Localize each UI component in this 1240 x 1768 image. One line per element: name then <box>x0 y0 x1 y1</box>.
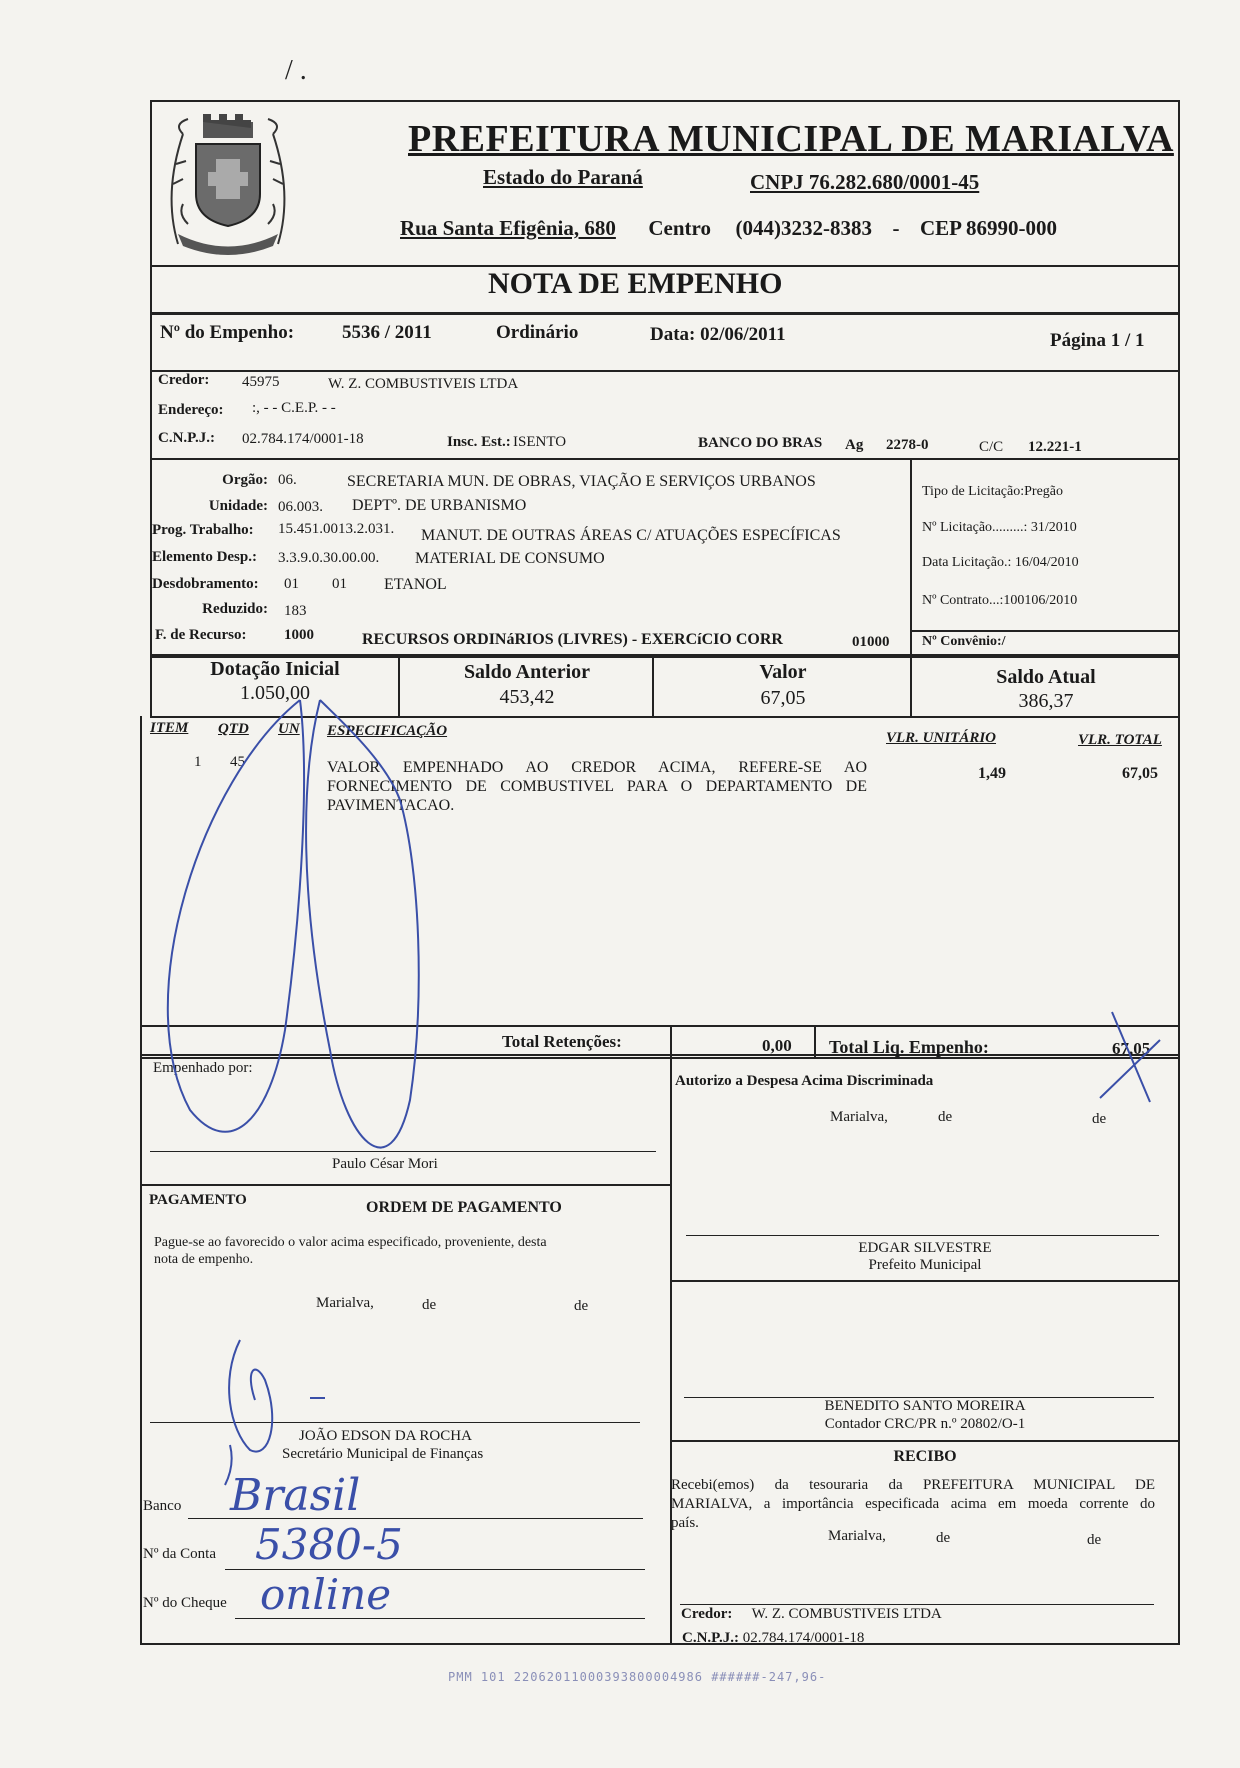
desdobramento-label: Desdobramento: <box>152 576 259 592</box>
recibo-cnpj-label: C.N.P.J.: <box>682 1630 739 1646</box>
cnpj-label: C.N.P.J.: <box>158 430 215 446</box>
retencoes-value: 0,00 <box>762 1036 792 1055</box>
col-total-value: VLR. TOTAL <box>1078 732 1162 748</box>
empenhado-label: Empenhado por: <box>153 1060 253 1076</box>
credor-code: 45975 <box>242 374 280 390</box>
doc-title: NOTA DE EMPENHO <box>488 267 783 300</box>
empenho-type: Ordinário <box>496 322 579 343</box>
retencoes-label: Total Retenções: <box>502 1032 622 1051</box>
elemento-code: 3.3.9.0.30.00.00. <box>278 550 380 566</box>
lower-divider <box>670 1057 672 1645</box>
prog-label: Prog. Trabalho: <box>152 522 254 538</box>
row-item: 1 <box>194 754 202 770</box>
row-spec-line2: FORNECIMENTO DE COMBUSTIVEL PARA O DEPARTAMENTO DE <box>327 778 867 795</box>
reduzido-label: Reduzido: <box>202 601 268 617</box>
contador-top <box>670 1280 1180 1282</box>
convenio-divider <box>910 630 1180 632</box>
fonte-name: RECURSOS ORDINáRIOS (LIVRES) - EXERCíCIO CORR <box>362 631 783 648</box>
autorizo-city: Marialva, <box>830 1109 888 1125</box>
recibo-cnpj-value: 02.784.174/0001-18 <box>742 1630 865 1646</box>
pagamento-text <box>154 1234 547 1268</box>
insc-label: Insc. Est.: <box>447 434 511 450</box>
col-unit-value: VLR. UNITÁRIO <box>886 730 997 746</box>
cep: CEP 86990-000 <box>919 216 1058 240</box>
cheque-handwritten: online <box>260 1570 392 1619</box>
prog-name: MANUT. DE OUTRAS ÁREAS C/ ATUAÇÕES ESPECÍFICAS <box>421 527 841 544</box>
orgao-name: SECRETARIA MUN. DE OBRAS, VIAÇÃO E SERVIÇOS URBANOS <box>347 473 816 490</box>
conta-label: Nº da Conta <box>143 1546 216 1562</box>
prefeito-role: Prefeito Municipal <box>868 1257 982 1273</box>
page-title: PREFEITURA MUNICIPAL DE MARIALVA <box>408 118 1174 160</box>
pagamento-top <box>140 1184 670 1186</box>
contador-role: Contador CRC/PR n.º 20802/O-1 <box>824 1416 1026 1432</box>
address-value: :, - - C.E.P. - - <box>252 400 336 416</box>
pagamento-de2: de <box>574 1298 589 1314</box>
header-cnpj: CNPJ 76.282.680/0001-45 <box>750 170 980 194</box>
credor-label: Credor: <box>158 372 210 388</box>
dotacao-label: Dotação Inicial <box>210 658 340 680</box>
col-item: ITEM <box>150 720 189 736</box>
bank-name: BANCO DO BRAS <box>698 435 823 451</box>
fonte-number: 01000 <box>852 634 890 650</box>
recibo-top <box>670 1440 1180 1442</box>
ordem-pagamento: ORDEM DE PAGAMENTO <box>366 1199 562 1216</box>
autorizo-de1: de <box>938 1109 953 1125</box>
row-spec <box>327 758 867 815</box>
secretario-name: JOÃO EDSON DA ROCHA <box>299 1428 472 1444</box>
licitacao-num: Nº Licitação.........: 31/2010 <box>922 520 1077 535</box>
recibo-title: RECIBO <box>893 1448 957 1465</box>
convenio: Nº Convênio:/ <box>922 634 1006 649</box>
state-name: Estado do Paraná <box>483 165 643 189</box>
pagamento-text-line2: nota de empenho. <box>154 1252 254 1267</box>
address-label: Endereço: <box>158 402 224 418</box>
banco-handwritten: Brasil <box>230 1470 361 1521</box>
cep-separator: - <box>892 216 900 240</box>
orgao-label: Orgão: <box>222 472 268 488</box>
recibo-city: Marialva, <box>828 1528 886 1544</box>
retencoes-divider-1 <box>670 1025 672 1059</box>
banco-label: Banco <box>143 1498 182 1514</box>
pagamento-city: Marialva, <box>316 1295 374 1311</box>
prefeito-signature-line <box>686 1235 1159 1236</box>
unidade-name: DEPTº. DE URBANISMO <box>352 497 527 514</box>
recibo-signature-line <box>680 1604 1154 1605</box>
saldo-anterior-label: Saldo Anterior <box>463 661 591 683</box>
saldo-atual-value: 386,37 <box>1018 690 1074 712</box>
col-un: UN <box>278 721 300 737</box>
top-mark: / . <box>285 55 307 86</box>
licitacao-data: Data Licitação.: 16/04/2010 <box>922 555 1079 570</box>
desdobramento-b: 01 <box>332 576 347 592</box>
unidade-code: 06.003. <box>278 499 323 515</box>
retencoes-divider-2 <box>814 1025 816 1059</box>
insc-value: ISENTO <box>513 434 567 450</box>
desdobramento-name: ETANOL <box>384 576 447 593</box>
row-spec-line1: VALOR EMPENHADO AO CREDOR ACIMA, REFERE-SE AO <box>327 759 867 776</box>
district: Centro <box>648 216 711 240</box>
valor-label: Valor <box>759 661 807 683</box>
liquido-label: Total Liq. Empenho: <box>829 1037 989 1057</box>
empenhado-signer: Paulo César Mori <box>332 1156 438 1172</box>
dotacao-value: 1.050,00 <box>240 682 310 704</box>
liquido-value: 67,05 <box>1112 1039 1151 1058</box>
elemento-label: Elemento Desp.: <box>152 549 257 565</box>
secretario-role: Secretário Municipal de Finanças <box>282 1446 484 1462</box>
empenho-num-label: Nº do Empenho: <box>160 322 295 343</box>
recibo-credor-name: W. Z. COMBUSTIVEIS LTDA <box>751 1606 942 1622</box>
empenho-num: 5536 / 2011 <box>342 322 432 343</box>
header-address <box>400 216 1057 241</box>
fonte-code: 1000 <box>284 627 314 643</box>
recibo-credor-label: Credor: <box>681 1606 733 1622</box>
row-spec-line3: PAVIMENTACAO. <box>327 797 455 814</box>
desdobramento-a: 01 <box>284 576 299 592</box>
autorizo-de2: de <box>1092 1111 1107 1127</box>
recibo-de2: de <box>1087 1532 1102 1548</box>
fonte-label: F. de Recurso: <box>155 627 247 643</box>
street: Rua Santa Efigênia, 680 <box>400 216 616 240</box>
recibo-cnpj <box>682 1630 864 1647</box>
row-qtd: 45 <box>230 754 245 770</box>
recibo-text-line3: país. <box>671 1515 699 1531</box>
pagamento-de1: de <box>422 1297 437 1313</box>
empenho-date: Data: 02/06/2011 <box>650 324 786 345</box>
row-total-value: 67,05 <box>1122 765 1158 782</box>
budget-divider <box>910 458 912 658</box>
coat-of-arms-icon <box>158 104 298 259</box>
empenhado-signature-line <box>150 1151 656 1152</box>
retencoes-top <box>140 1025 1180 1027</box>
row-unit-value: 1,49 <box>978 765 1006 782</box>
recibo-text <box>671 1476 1155 1533</box>
secretario-signature-line <box>150 1422 640 1423</box>
credor-cnpj: 02.784.174/0001-18 <box>242 431 364 447</box>
account-label: C/C <box>979 439 1004 455</box>
account-value: 12.221-1 <box>1028 439 1082 455</box>
pagamento-text-line1: Pague-se ao favorecido o valor acima especificado, proveniente, desta <box>154 1235 547 1250</box>
cheque-label: Nº do Cheque <box>143 1595 227 1611</box>
reduzido-value: 183 <box>284 603 307 619</box>
credor-name: W. Z. COMBUSTIVEIS LTDA <box>328 376 519 392</box>
recibo-text-line2: MARIALVA, a importância especificada acima em moeda corrente do <box>671 1496 1155 1512</box>
pagamento-title: PAGAMENTO <box>149 1192 247 1208</box>
col-spec: ESPECIFICAÇÃO <box>327 723 448 739</box>
recibo-credor <box>681 1606 942 1623</box>
elemento-name: MATERIAL DE CONSUMO <box>415 550 605 567</box>
unidade-label: Unidade: <box>208 498 268 514</box>
agency-label: Ag <box>845 437 864 453</box>
valor-value: 67,05 <box>760 687 806 709</box>
contador-name: BENEDITO SANTO MOREIRA <box>824 1398 1026 1414</box>
saldo-anterior-value: 453,42 <box>499 686 555 708</box>
agency-value: 2278-0 <box>886 437 929 453</box>
licitacao-tipo: Tipo de Licitação:Pregão <box>922 484 1064 499</box>
prog-code: 15.451.0013.2.031. <box>278 521 395 537</box>
recibo-de1: de <box>936 1530 951 1546</box>
col-qtd: QTD <box>218 721 249 737</box>
orgao-code: 06. <box>278 472 297 488</box>
contrato: Nº Contrato...:100106/2010 <box>922 593 1078 608</box>
footer-code: PMM 101 22062011000393800004986 ######-247,96- <box>448 1670 827 1684</box>
prefeito-name: EDGAR SILVESTRE <box>858 1240 992 1256</box>
phone: (044)3232-8383 <box>735 216 872 240</box>
conta-handwritten: 5380-5 <box>255 1520 403 1569</box>
saldo-atual-label: Saldo Atual <box>996 666 1096 688</box>
page-number: Página 1 / 1 <box>1050 330 1145 351</box>
recibo-text-line1: Recebi(emos) da tesouraria da PREFEITURA MUNICIPAL DE <box>671 1477 1155 1493</box>
autorizo-label: Autorizo a Despesa Acima Discriminada <box>675 1073 934 1089</box>
